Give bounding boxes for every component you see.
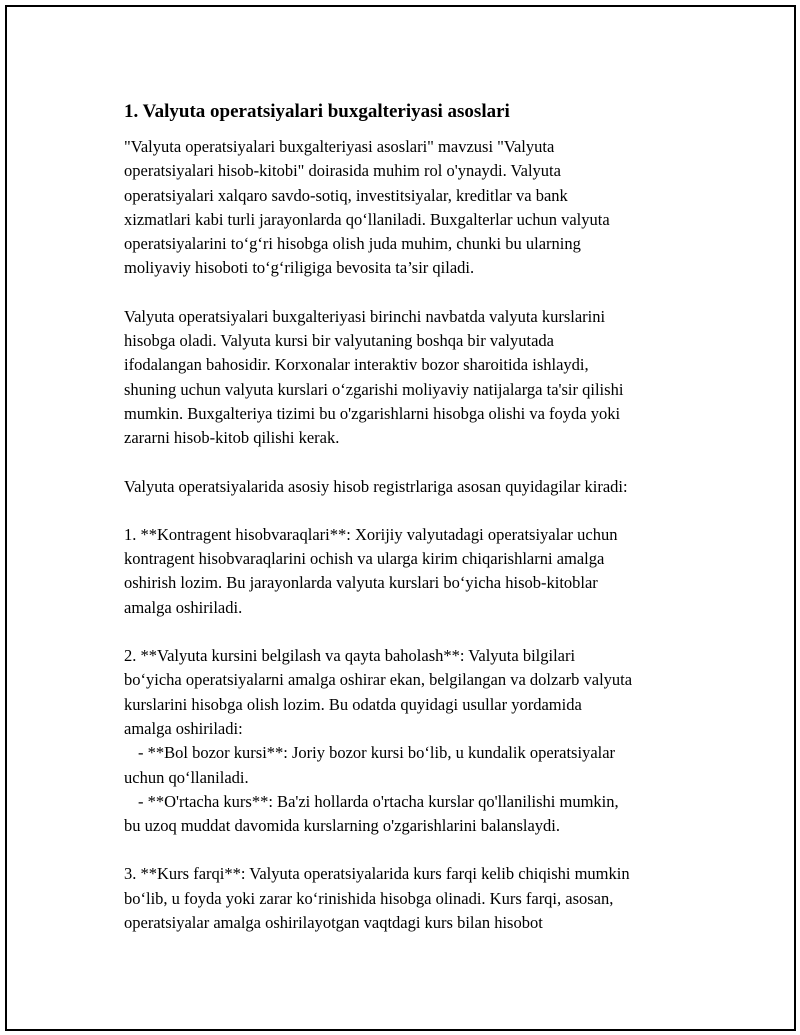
text-line: shuning uchun valyuta kurslari o‘zgarishi moliyaviy natijalarga ta'sir qilishi xyxy=(124,379,624,399)
text-line: amalga oshiriladi: xyxy=(124,718,243,738)
list-item-1 xyxy=(124,523,704,620)
text-line: ifodalangan bahosidir. Korxonalar interaktiv bozor sharoitida ishlaydi, xyxy=(124,355,589,375)
document-title: 1. Valyuta operatsiyalari buxgalteriyasi asoslari xyxy=(124,101,510,122)
text-line: uchun qo‘llaniladi. xyxy=(124,767,249,787)
text-line: Valyuta operatsiyalarida asosiy hisob registrlariga asosan quyidagilar kiradi: xyxy=(124,476,628,496)
text-line: 1. **Kontragent hisobvaraqlari**: Xorijiy valyutadagi operatsiyalar uchun xyxy=(124,524,618,544)
text-line: operatsiyalar amalga oshirilayotgan vaqtdagi kurs bilan hisobot xyxy=(124,913,543,933)
text-line: mumkin. Buxgalteriya tizimi bu o'zgarishlarni hisobga olishi va foyda yoki xyxy=(124,403,621,423)
text-line: moliyaviy hisoboti to‘g‘riligiga bevosita ta’sir qiladi. xyxy=(124,258,475,278)
paragraph-registers-intro xyxy=(124,475,704,499)
text-line: operatsiyalari xalqaro savdo-sotiq, investitsiyalar, kreditlar va bank xyxy=(124,185,568,205)
text-line: bu uzoq muddat davomida kurslarning o'zgarishlarini balanslaydi. xyxy=(124,816,560,836)
text-line: 3. **Kurs farqi**: Valyuta operatsiyalarida kurs farqi kelib chiqishi mumkin xyxy=(124,864,630,884)
text-line: "Valyuta operatsiyalari buxgalteriyasi asoslari" mavzusi "Valyuta xyxy=(124,137,555,156)
text-line: amalga oshiriladi. xyxy=(124,597,243,617)
text-line: Valyuta operatsiyalari buxgalteriyasi birinchi navbatda valyuta kurslarini xyxy=(124,306,606,326)
text-line: oshirish lozim. Bu jarayonlarda valyuta kurslari bo‘yicha hisob-kitoblar xyxy=(124,573,598,593)
paragraph-exchange-rates xyxy=(124,305,704,451)
list-item-2 xyxy=(124,644,704,838)
paragraph-intro xyxy=(124,135,704,281)
text-line: kurslarini hisobga olish lozim. Bu odatda quyidagi usullar yordamida xyxy=(124,694,582,714)
text-line: operatsiyalari hisob-kitobi" doirasida muhim rol o'ynaydi. Valyuta xyxy=(124,161,561,181)
page-frame xyxy=(5,5,796,1031)
text-line: xizmatlari kabi turli jarayonlarda qo‘llaniladi. Buxgalterlar uchun valyuta xyxy=(124,209,610,229)
text-line: 2. **Valyuta kursini belgilash va qayta baholash**: Valyuta bilgilari xyxy=(124,646,576,666)
sub-list-item: - **O'rtacha kurs**: Ba'zi hollarda o'rtacha kurslar qo'llanilishi mumkin, xyxy=(138,791,619,811)
document-body xyxy=(124,99,704,959)
text-line: kontragent hisobvaraqlarini ochish va ularga kirim chiqarishlarni amalga xyxy=(124,549,605,569)
text-line: bo‘yicha operatsiyalarni amalga oshirar ekan, belgilangan va dolzarb valyuta xyxy=(124,670,633,690)
text-line: hisobga oladi. Valyuta kursi bir valyutaning boshqa bir valyutada xyxy=(124,331,554,351)
text-line: zararni hisob-kitob qilishi kerak. xyxy=(124,428,340,448)
sub-list-item: - **Bol bozor kursi**: Joriy bozor kursi bo‘lib, u kundalik operatsiyalar xyxy=(138,743,616,763)
list-item-3 xyxy=(124,862,704,935)
text-line: bo‘lib, u foyda yoki zarar ko‘rinishida hisobga olinadi. Kurs farqi, asosan, xyxy=(124,888,614,908)
text-line: operatsiyalarini to‘g‘ri hisobga olish juda muhim, chunki bu ularning xyxy=(124,234,581,254)
